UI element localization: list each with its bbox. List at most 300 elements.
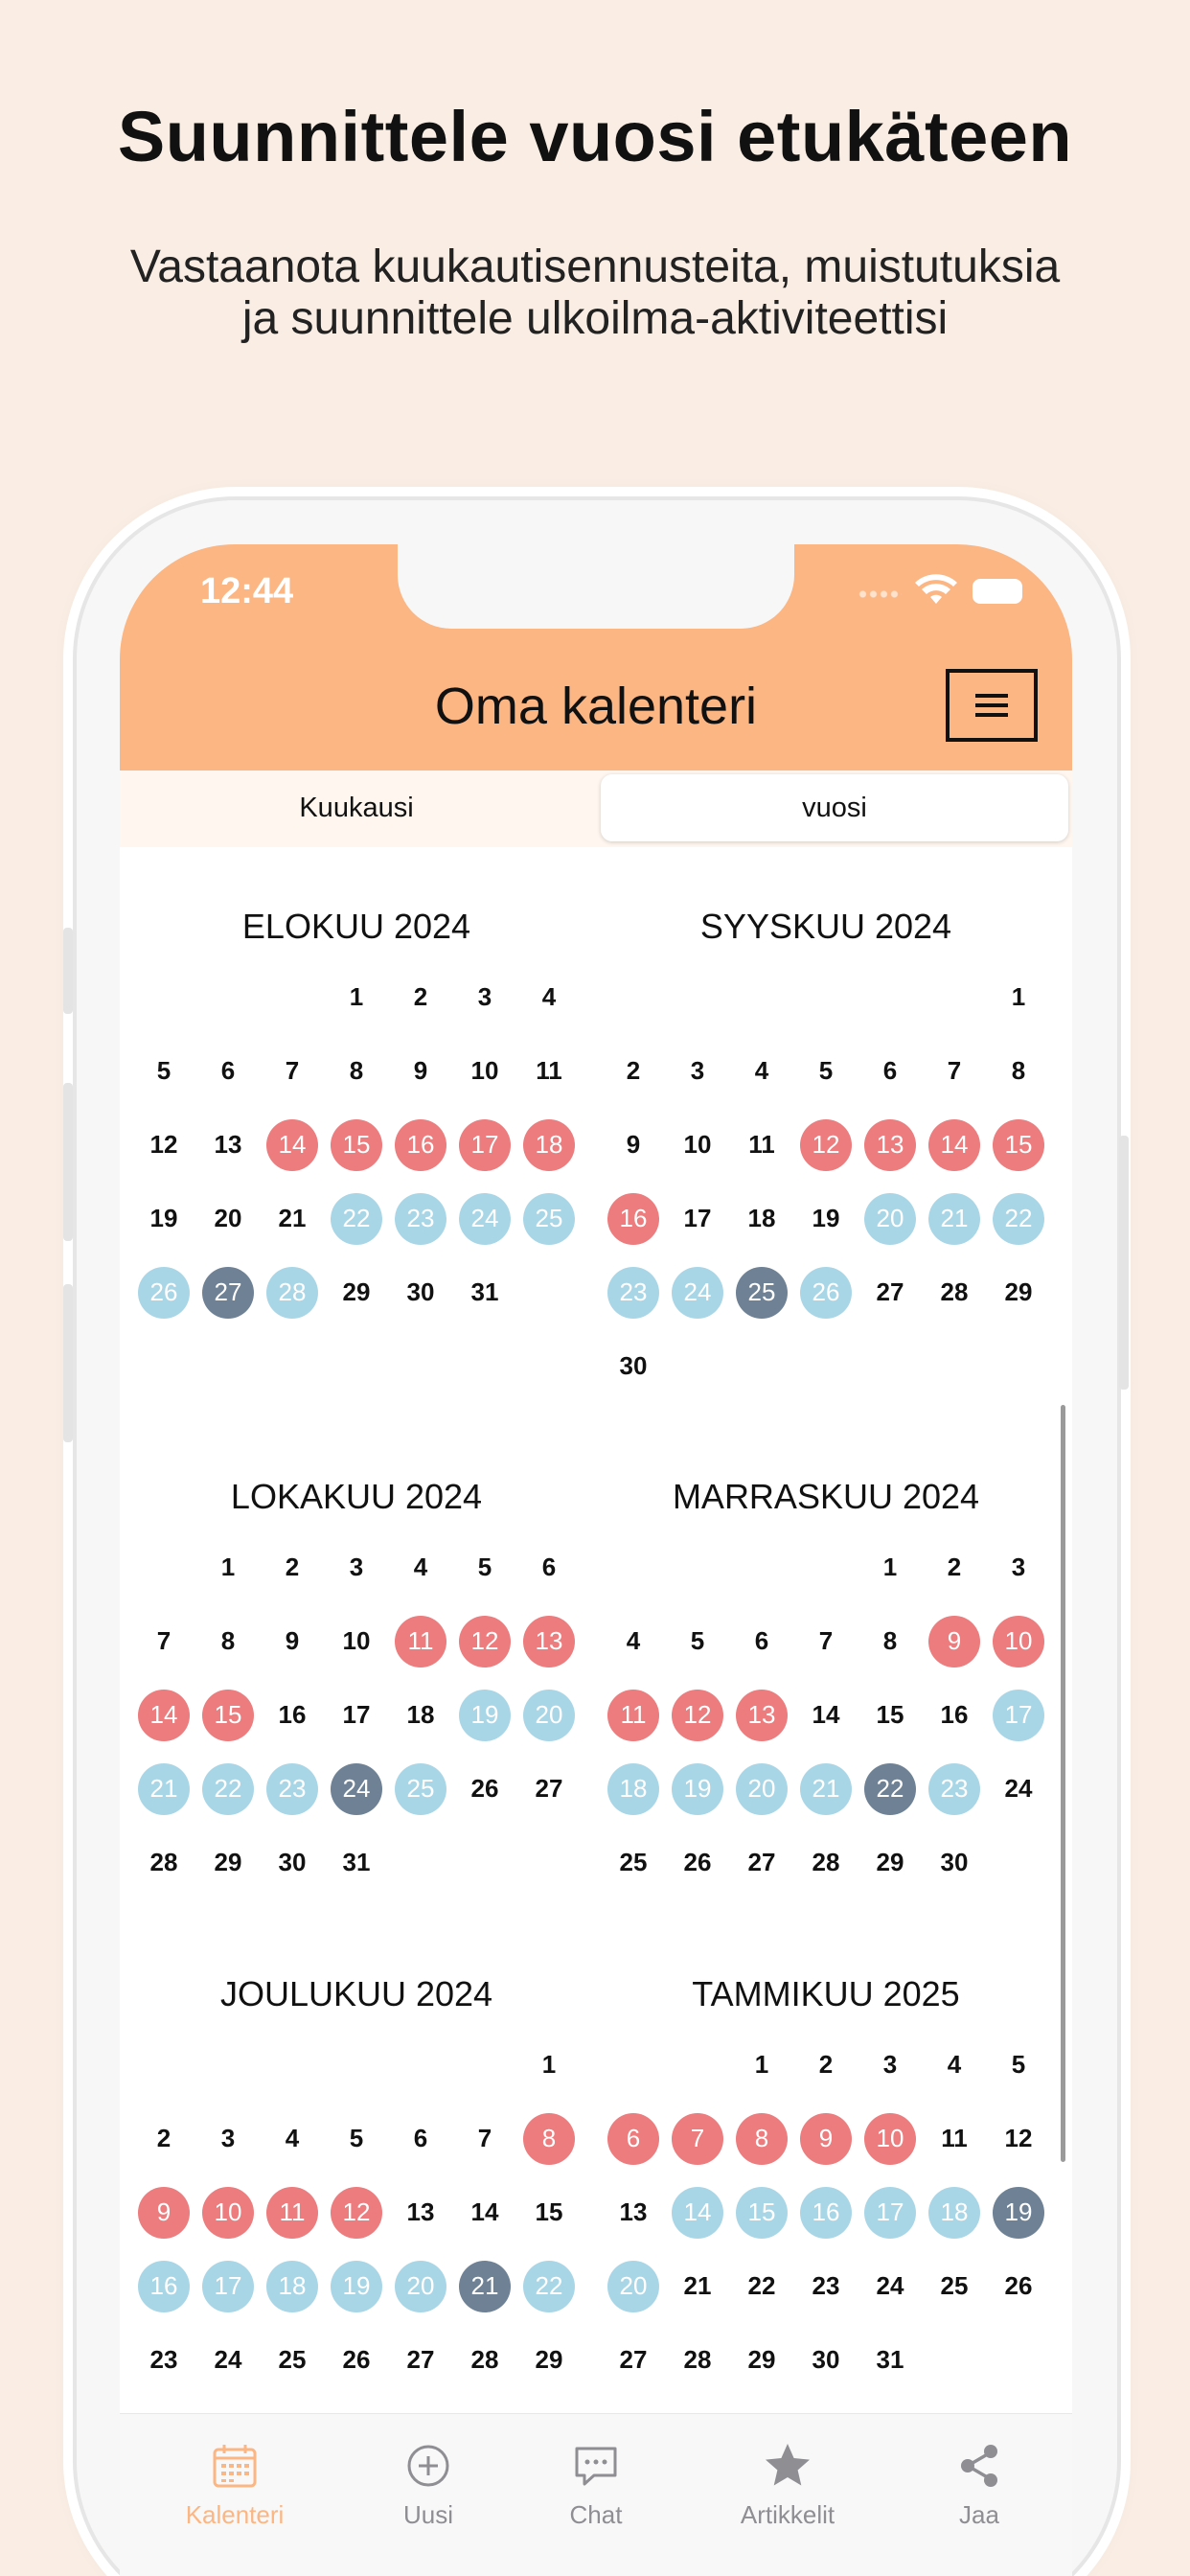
day-number: 26 [683,1848,712,1876]
day-number: 17 [683,1204,712,1232]
day-cell[interactable] [261,1826,325,1899]
day-number: 27 [876,1277,904,1306]
day-cell[interactable] [858,1604,923,1678]
month-days-grid [601,2028,1051,2397]
day-cell[interactable] [858,1255,923,1329]
day-number: 27 [747,1848,776,1876]
day-cell[interactable] [858,1034,923,1108]
day-cell-period[interactable] [730,2102,794,2175]
day-number: 25 [523,1193,575,1245]
day-cell-fertile[interactable] [858,2175,923,2249]
day-number: 16 [395,1119,446,1171]
tab-bar-label: Chat [569,2500,623,2529]
day-cell[interactable] [794,1182,858,1255]
signal-icon [858,590,902,598]
day-cell-period[interactable] [453,1604,517,1678]
day-number: 1 [541,2050,557,2079]
day-cell[interactable] [325,1255,389,1329]
day-cell[interactable] [730,1604,794,1678]
day-cell[interactable] [923,1530,987,1604]
day-number: 20 [523,1690,575,1741]
month-days-grid [601,1530,1051,1899]
day-number: 7 [672,2113,723,2165]
day-cell-fertile[interactable] [389,2249,453,2323]
day-cell-fertile[interactable] [325,1182,389,1255]
day-cell-fertile[interactable] [666,1752,730,1826]
month-title: LOKAKUU 2024 [230,1477,483,1516]
day-cell[interactable] [602,1034,666,1108]
day-cell[interactable] [602,2175,666,2249]
day-cell-period[interactable] [196,2175,261,2249]
month-title: MARRASKUU 2024 [672,1477,980,1516]
day-cell-fertile[interactable] [453,1678,517,1752]
day-cell[interactable] [325,1530,389,1604]
day-number: 10 [342,1626,371,1655]
day-cell[interactable] [132,2323,196,2397]
day-cell-fertile[interactable] [325,2249,389,2323]
day-cell[interactable] [196,1826,261,1899]
day-cell-ovulation[interactable] [196,1255,261,1329]
day-cell[interactable] [666,1034,730,1108]
day-cell-period[interactable] [794,2102,858,2175]
day-number: 10 [202,2187,254,2239]
day-number: 4 [947,2050,962,2079]
day-number: 10 [683,1130,712,1159]
day-cell-period[interactable] [858,1108,923,1182]
day-number: 2 [285,1552,300,1581]
tab-bar-share[interactable] [883,2433,1072,2548]
day-number: 2 [156,2124,172,2152]
day-cell-period[interactable] [389,1108,453,1182]
day-number: 4 [626,1626,641,1655]
day-cell[interactable] [261,2102,325,2175]
day-cell[interactable] [196,2102,261,2175]
day-number: 13 [736,1690,788,1741]
day-number: 16 [800,2187,852,2239]
day-number: 16 [607,1193,659,1245]
day-cell-empty [132,2028,196,2102]
day-cell-fertile[interactable] [602,2249,666,2323]
day-number: 3 [220,2124,236,2152]
day-cell-fertile[interactable] [261,2249,325,2323]
day-cell[interactable] [666,1182,730,1255]
day-number: 31 [342,1848,371,1876]
day-number: 21 [683,2271,712,2300]
day-cell-fertile[interactable] [923,1182,987,1255]
day-cell[interactable] [389,1034,453,1108]
day-number: 2 [626,1056,641,1085]
day-number: 20 [736,1763,788,1815]
day-number: 25 [619,1848,648,1876]
day-number: 14 [812,1700,840,1729]
day-cell-fertile[interactable] [730,1752,794,1826]
day-number: 18 [266,2261,318,2312]
day-number: 16 [940,1700,969,1729]
day-number: 29 [1004,1277,1033,1306]
day-cell-fertile[interactable] [132,1255,196,1329]
day-number: 27 [406,2345,435,2374]
tab-bar-chat[interactable] [500,2433,692,2548]
day-number: 4 [285,2124,300,2152]
day-cell-period[interactable] [666,1678,730,1752]
day-cell-fertile[interactable] [794,1752,858,1826]
day-cell-fertile[interactable] [132,1752,196,1826]
day-cell[interactable] [389,1255,453,1329]
day-cell-fertile[interactable] [602,1752,666,1826]
day-cell-period[interactable] [987,1108,1051,1182]
day-number: 8 [349,1056,364,1085]
day-number: 5 [349,2124,364,2152]
day-number: 29 [342,1277,371,1306]
day-cell-fertile[interactable] [196,1752,261,1826]
menu-button[interactable] [946,669,1038,742]
day-cell[interactable] [453,1034,517,1108]
day-cell[interactable] [517,2028,582,2102]
day-cell[interactable] [666,1604,730,1678]
status-time: 12:44 [200,571,294,611]
day-cell-period[interactable] [325,1108,389,1182]
day-cell[interactable] [132,2102,196,2175]
day-cell-fertile[interactable] [261,1255,325,1329]
day-cell-fertile[interactable] [987,1182,1051,1255]
day-cell[interactable] [261,1604,325,1678]
day-cell-fertile[interactable] [730,2175,794,2249]
day-cell[interactable] [858,1530,923,1604]
day-number: 4 [541,982,557,1011]
day-cell[interactable] [196,1034,261,1108]
day-number: 11 [748,1130,775,1159]
day-number: 21 [800,1763,852,1815]
day-cell[interactable] [389,1530,453,1604]
day-cell-period[interactable] [517,1108,582,1182]
tab-bar-label: Uusi [402,2500,453,2529]
day-cell[interactable] [730,2028,794,2102]
day-cell[interactable] [858,2323,923,2397]
day-cell[interactable] [602,1604,666,1678]
month-days-grid [131,960,582,1329]
day-cell[interactable] [389,2175,453,2249]
day-cell[interactable] [987,1034,1051,1108]
day-number: 20 [214,1204,242,1232]
page-title: Oma kalenteri [434,678,758,735]
day-cell[interactable] [389,1678,453,1752]
day-cell[interactable] [325,1826,389,1899]
day-cell[interactable] [923,2028,987,2102]
day-cell[interactable] [923,1034,987,1108]
day-cell[interactable] [517,1530,582,1604]
day-cell-fertile[interactable] [987,1678,1051,1752]
day-cell[interactable] [987,1530,1051,1604]
day-number: 23 [607,1267,659,1319]
day-number: 24 [876,2271,904,2300]
day-cell[interactable] [132,1826,196,1899]
day-cell-fertile[interactable] [453,1182,517,1255]
day-cell[interactable] [389,2323,453,2397]
promo-subline-line-1: Vastaanota kuukautisennusteita, muistutuksia [129,242,1061,292]
day-cell[interactable] [794,2028,858,2102]
day-cell[interactable] [987,2102,1051,2175]
year-calendar[interactable] [120,847,1072,2380]
day-cell-fertile[interactable] [602,1255,666,1329]
day-number: 30 [406,1277,435,1306]
day-number: 5 [690,1626,705,1655]
day-cell[interactable] [730,1182,794,1255]
day-cell-fertile[interactable] [196,2249,261,2323]
day-cell-empty [132,960,196,1034]
day-cell-period[interactable] [196,1678,261,1752]
day-number: 11 [266,2187,318,2239]
day-cell[interactable] [261,1034,325,1108]
tab-month[interactable]: Kuukausi [299,792,414,823]
day-cell[interactable] [196,2323,261,2397]
day-cell-fertile[interactable] [517,1182,582,1255]
day-number: 30 [940,1848,969,1876]
day-number: 28 [812,1848,840,1876]
day-cell[interactable] [132,1604,196,1678]
day-cell[interactable] [602,1108,666,1182]
battery-icon [973,579,1022,604]
day-cell-period[interactable] [666,2102,730,2175]
day-cell[interactable] [325,960,389,1034]
day-cell-fertile[interactable] [517,2249,582,2323]
day-number: 12 [800,1119,852,1171]
day-cell-empty [453,2028,517,2102]
day-cell[interactable] [517,960,582,1034]
day-number: 24 [459,1193,511,1245]
day-number: 6 [882,1056,898,1085]
day-cell-empty [794,1530,858,1604]
day-cell[interactable] [987,2249,1051,2323]
day-cell-empty [794,960,858,1034]
day-cell[interactable] [794,1034,858,1108]
day-cell[interactable] [453,2102,517,2175]
day-number: 1 [220,1552,236,1581]
day-cell-fertile[interactable] [858,1182,923,1255]
day-cell[interactable] [517,1752,582,1826]
day-cell[interactable] [453,960,517,1034]
day-cell[interactable] [666,2323,730,2397]
day-cell[interactable] [666,1108,730,1182]
tab-bar-calendar[interactable] [139,2433,331,2548]
day-cell[interactable] [325,1604,389,1678]
promo-headline: Suunnittele vuosi etukäteen [117,97,1073,176]
day-cell[interactable] [730,2323,794,2397]
day-cell[interactable] [132,1108,196,1182]
day-cell[interactable] [602,1826,666,1899]
day-number: 22 [747,2271,776,2300]
day-number: 20 [864,1193,916,1245]
scrollbar[interactable] [1061,1405,1065,2162]
day-cell-empty [389,2028,453,2102]
day-cell-fertile[interactable] [666,2175,730,2249]
day-cell[interactable] [196,1530,261,1604]
day-cell[interactable] [987,960,1051,1034]
day-cell[interactable] [858,2249,923,2323]
day-cell-fertile[interactable] [389,1182,453,1255]
day-cell-ovulation[interactable] [325,1752,389,1826]
calendar-icon [210,2441,260,2491]
month-days-grid [131,1530,582,1899]
day-cell[interactable] [730,1826,794,1899]
day-cell[interactable] [602,1329,666,1403]
share-icon [954,2441,1004,2491]
day-cell-fertile[interactable] [517,1678,582,1752]
day-number: 29 [876,1848,904,1876]
tab-bar-new[interactable] [332,2433,524,2548]
day-cell[interactable] [325,2323,389,2397]
day-cell-period[interactable] [453,1108,517,1182]
day-cell[interactable] [987,1255,1051,1329]
day-cell[interactable] [453,1255,517,1329]
day-cell-ovulation[interactable] [453,2249,517,2323]
day-number: 30 [619,1351,648,1380]
day-cell-period[interactable] [858,2102,923,2175]
day-cell[interactable] [794,1826,858,1899]
day-cell[interactable] [389,2102,453,2175]
day-cell-period[interactable] [261,2175,325,2249]
day-cell-empty [602,960,666,1034]
day-cell[interactable] [325,2102,389,2175]
day-cell[interactable] [730,1108,794,1182]
day-number: 22 [523,2261,575,2312]
day-number: 7 [818,1626,834,1655]
day-number: 15 [535,2197,563,2226]
day-cell[interactable] [132,1034,196,1108]
tab-bar-label: Jaa [959,2500,999,2529]
tab-bar-articles[interactable] [692,2433,883,2548]
day-number: 5 [818,1056,834,1085]
day-cell[interactable] [858,1826,923,1899]
day-cell[interactable] [196,1182,261,1255]
day-cell[interactable] [794,2249,858,2323]
day-cell[interactable] [987,2028,1051,2102]
day-cell-period[interactable] [602,1678,666,1752]
day-number: 21 [138,1763,190,1815]
day-cell-ovulation[interactable] [730,1255,794,1329]
day-cell-fertile[interactable] [923,1752,987,1826]
day-number: 14 [928,1119,980,1171]
day-cell[interactable] [453,1752,517,1826]
day-number: 13 [523,1616,575,1668]
day-cell[interactable] [602,2323,666,2397]
day-number: 23 [812,2271,840,2300]
day-cell-period[interactable] [794,1108,858,1182]
day-cell[interactable] [666,1826,730,1899]
app-header [120,544,1072,770]
day-number: 8 [1011,1056,1026,1085]
day-number: 27 [619,2345,648,2374]
day-cell-fertile[interactable] [923,2175,987,2249]
day-cell[interactable] [453,2175,517,2249]
day-number: 24 [672,1267,723,1319]
day-number: 8 [523,2113,575,2165]
day-cell[interactable] [794,1604,858,1678]
day-cell-fertile[interactable] [261,1752,325,1826]
day-cell[interactable] [325,1678,389,1752]
day-cell-fertile[interactable] [794,1255,858,1329]
day-number: 19 [812,1204,840,1232]
day-cell-period[interactable] [923,1108,987,1182]
day-cell-period[interactable] [261,1108,325,1182]
day-cell-period[interactable] [132,2175,196,2249]
day-cell-period[interactable] [389,1604,453,1678]
day-cell[interactable] [261,2323,325,2397]
day-number: 17 [202,2261,254,2312]
day-cell[interactable] [261,1678,325,1752]
day-number: 25 [736,1267,788,1319]
day-cell-ovulation[interactable] [987,2175,1051,2249]
day-number: 14 [470,2197,499,2226]
day-cell[interactable] [858,1678,923,1752]
day-cell-fertile[interactable] [389,1752,453,1826]
day-cell-fertile[interactable] [132,2249,196,2323]
bottom-tab-bar [120,2413,1072,2576]
day-cell[interactable] [923,2249,987,2323]
day-cell-period[interactable] [987,1604,1051,1678]
day-number: 3 [882,2050,898,2079]
day-cell-period[interactable] [517,1604,582,1678]
day-cell[interactable] [730,1034,794,1108]
day-number: 26 [342,2345,371,2374]
day-cell-period[interactable] [602,1182,666,1255]
day-number: 28 [149,1848,178,1876]
day-cell[interactable] [666,2249,730,2323]
day-cell-ovulation[interactable] [858,1752,923,1826]
day-cell[interactable] [325,1034,389,1108]
day-cell[interactable] [261,1182,325,1255]
day-number: 29 [214,1848,242,1876]
day-cell-empty [602,2028,666,2102]
day-number: 11 [607,1690,659,1741]
day-cell[interactable] [794,1678,858,1752]
day-cell[interactable] [923,1826,987,1899]
tab-year[interactable]: vuosi [601,774,1068,841]
day-cell[interactable] [196,1604,261,1678]
day-cell-period[interactable] [132,1678,196,1752]
day-cell[interactable] [196,1108,261,1182]
day-number: 9 [138,2187,190,2239]
day-cell[interactable] [453,1530,517,1604]
day-cell[interactable] [132,1182,196,1255]
day-cell[interactable] [453,2323,517,2397]
day-cell-fertile[interactable] [666,1255,730,1329]
day-cell[interactable] [389,960,453,1034]
day-cell-period[interactable] [730,1678,794,1752]
day-cell[interactable] [987,1752,1051,1826]
day-number: 30 [278,1848,307,1876]
day-cell[interactable] [261,1530,325,1604]
day-cell[interactable] [923,1678,987,1752]
day-cell[interactable] [730,2249,794,2323]
day-cell-period[interactable] [602,2102,666,2175]
day-cell[interactable] [517,2175,582,2249]
month-title: JOULUKUU 2024 [219,1974,493,2013]
day-cell[interactable] [517,1034,582,1108]
day-cell-period[interactable] [517,2102,582,2175]
day-number: 13 [619,2197,648,2226]
day-cell[interactable] [923,2102,987,2175]
day-cell[interactable] [858,2028,923,2102]
day-cell-period[interactable] [325,2175,389,2249]
day-cell-period[interactable] [923,1604,987,1678]
day-cell[interactable] [794,2323,858,2397]
day-number: 18 [406,1700,435,1729]
day-cell[interactable] [923,1255,987,1329]
day-number: 15 [993,1119,1044,1171]
day-cell-fertile[interactable] [794,2175,858,2249]
day-number: 1 [1011,982,1026,1011]
day-cell[interactable] [517,2323,582,2397]
